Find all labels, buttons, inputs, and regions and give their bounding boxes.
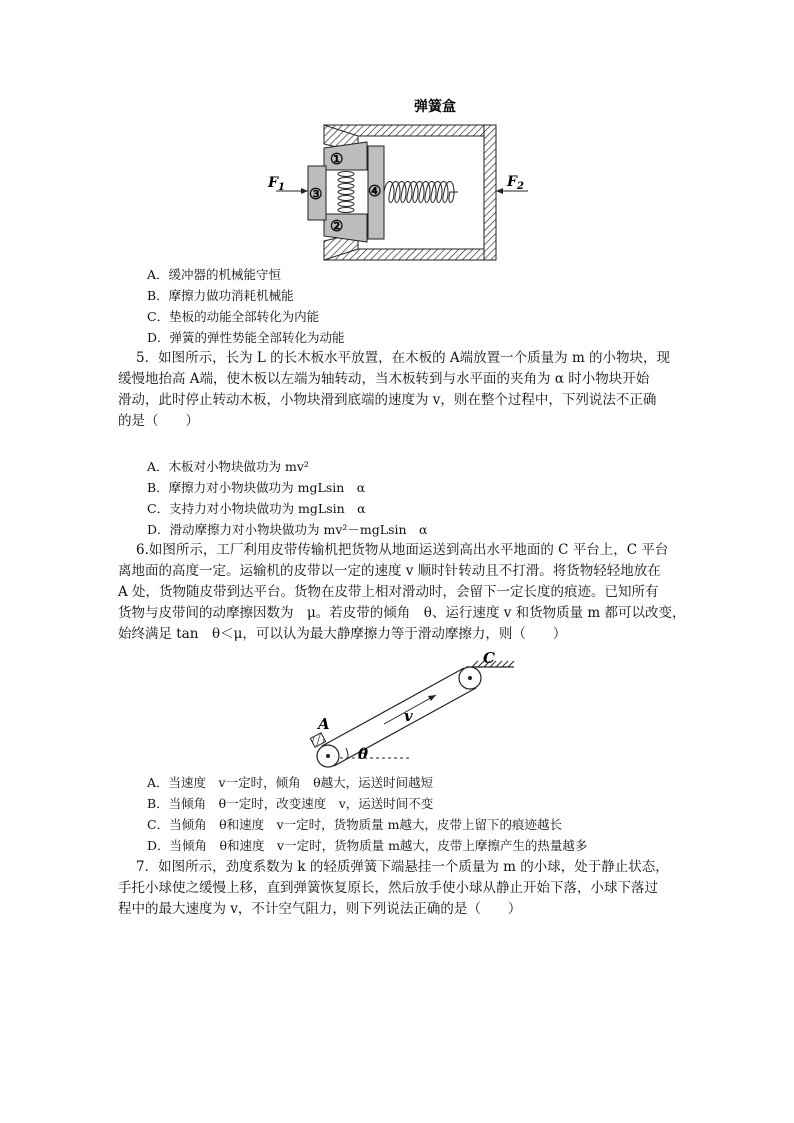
q4-option-d: D．弹簧的弹性势能全部转化为动能 — [147, 330, 345, 345]
conveyor-figure — [300, 645, 525, 770]
q6-line: 6.如图所示，工厂利用皮带传输机把货物从地面运送到高出水平地面的 C 平台上，C 平台 — [136, 542, 669, 558]
q7-line: 7．如图所示，劲度系数为 k 的轻质弹簧下端悬挂一个质量为 m 的小球，处于静止状态， — [136, 859, 669, 875]
pulley-top-axle — [468, 676, 472, 680]
pulley-bottom-axle — [326, 754, 330, 758]
velocity-arrow-head — [428, 695, 436, 701]
label-a: A — [318, 715, 330, 733]
q5-option-d: D．滑动摩擦力对小物块做功为 mv²－mgLsin α — [147, 522, 428, 537]
q6-line: 始终满足 tan θ＜μ，可以认为最大静摩擦力等于滑动摩擦力，则（ ） — [118, 626, 567, 642]
q6-option-c: C．当倾角 θ和速度 v一定时，货物质量 m越大，皮带上留下的痕迹越长 — [147, 817, 562, 832]
q5-stem — [118, 348, 688, 432]
q4-option-a: A．缓冲器的机械能守恒 — [147, 267, 282, 282]
q7-stem — [118, 857, 688, 920]
q6-option-a: A．当速度 v一定时，倾角 θ越大，运送时间越短 — [147, 775, 434, 790]
q6-option-d: D．当倾角 θ和速度 v一定时，货物质量 m越大，皮带上摩擦产生的热量越多 — [147, 838, 588, 853]
label-2: ② — [330, 217, 344, 235]
q5-option-a: A．木板对小物块做功为 mv² — [147, 459, 309, 474]
q5-line: 的是（ ） — [118, 413, 199, 429]
small-spring — [338, 172, 354, 213]
q6-option-b: B．当倾角 θ一定时，改变速度 v，运送时间不变 — [147, 796, 434, 811]
q7-line: 手托小球使之缓慢上移，直到弹簧恢复原长，然后放手使小球从静止开始下落，小球下落过 — [118, 880, 658, 896]
q6-stem — [118, 540, 688, 645]
theta-arc — [346, 748, 348, 758]
belt-lower — [334, 688, 476, 766]
q6-line: 离地面的高度一定。运输机的皮带以一定的速度 v 顺时针转动且不打滑。将货物轻轻地放在 — [118, 563, 661, 579]
q5-line: 5．如图所示，长为 L 的长木板水平放置，在木板的 A端放置一个质量为 m 的小物块，现 — [136, 350, 671, 366]
label-1: ① — [330, 150, 344, 168]
q6-line: 货物与皮带间的动摩擦因数为 μ。若皮带的倾角 θ、运行速度 v 和货物质量 m 都可以改变， — [118, 605, 686, 621]
spring-box-title: 弹簧盒 — [414, 99, 456, 115]
label-theta: θ — [358, 745, 369, 763]
q6-line: A 处，货物随皮带到达平台。货物在皮带上相对滑动时，会留下一定长度的痕迹。已知所有 — [118, 584, 659, 600]
label-3: ③ — [309, 185, 323, 203]
force-right-label: $F_2$ — [507, 174, 524, 192]
q5-option-c: C．支持力对小物块做功为 mgLsin α — [147, 501, 366, 516]
label-4: ④ — [368, 182, 382, 200]
force-arrow-left-head — [301, 188, 308, 194]
belt-upper — [322, 668, 464, 746]
q7-line: 程中的最大速度为 v，不计空气阻力，则下列说法正确的是（ ） — [118, 901, 522, 917]
force-arrow-right-head — [496, 188, 503, 194]
q5-line: 滑动，此时停止转动木板，小物块滑到底端的速度为 v，则在整个过程中，下列说法不正确 — [118, 392, 657, 408]
q4-option-b: B．摩擦力做功消耗机械能 — [147, 288, 294, 303]
q5-option-b: B．摩擦力对小物块做功为 mgLsin α — [147, 480, 366, 495]
label-c: C — [483, 649, 495, 667]
big-spring — [384, 182, 458, 203]
force-left-label: $F_1$ — [268, 175, 285, 193]
q4-option-c: C．垫板的动能全部转化为内能 — [147, 309, 320, 324]
spring-box-figure — [262, 92, 532, 267]
q5-line: 缓慢地抬高 A端，使木板以左端为轴转动，当木板转到与水平面的夹角为 α 时小物块开始 — [118, 371, 650, 387]
box-right-wall — [484, 125, 496, 260]
label-v: v — [404, 707, 413, 725]
